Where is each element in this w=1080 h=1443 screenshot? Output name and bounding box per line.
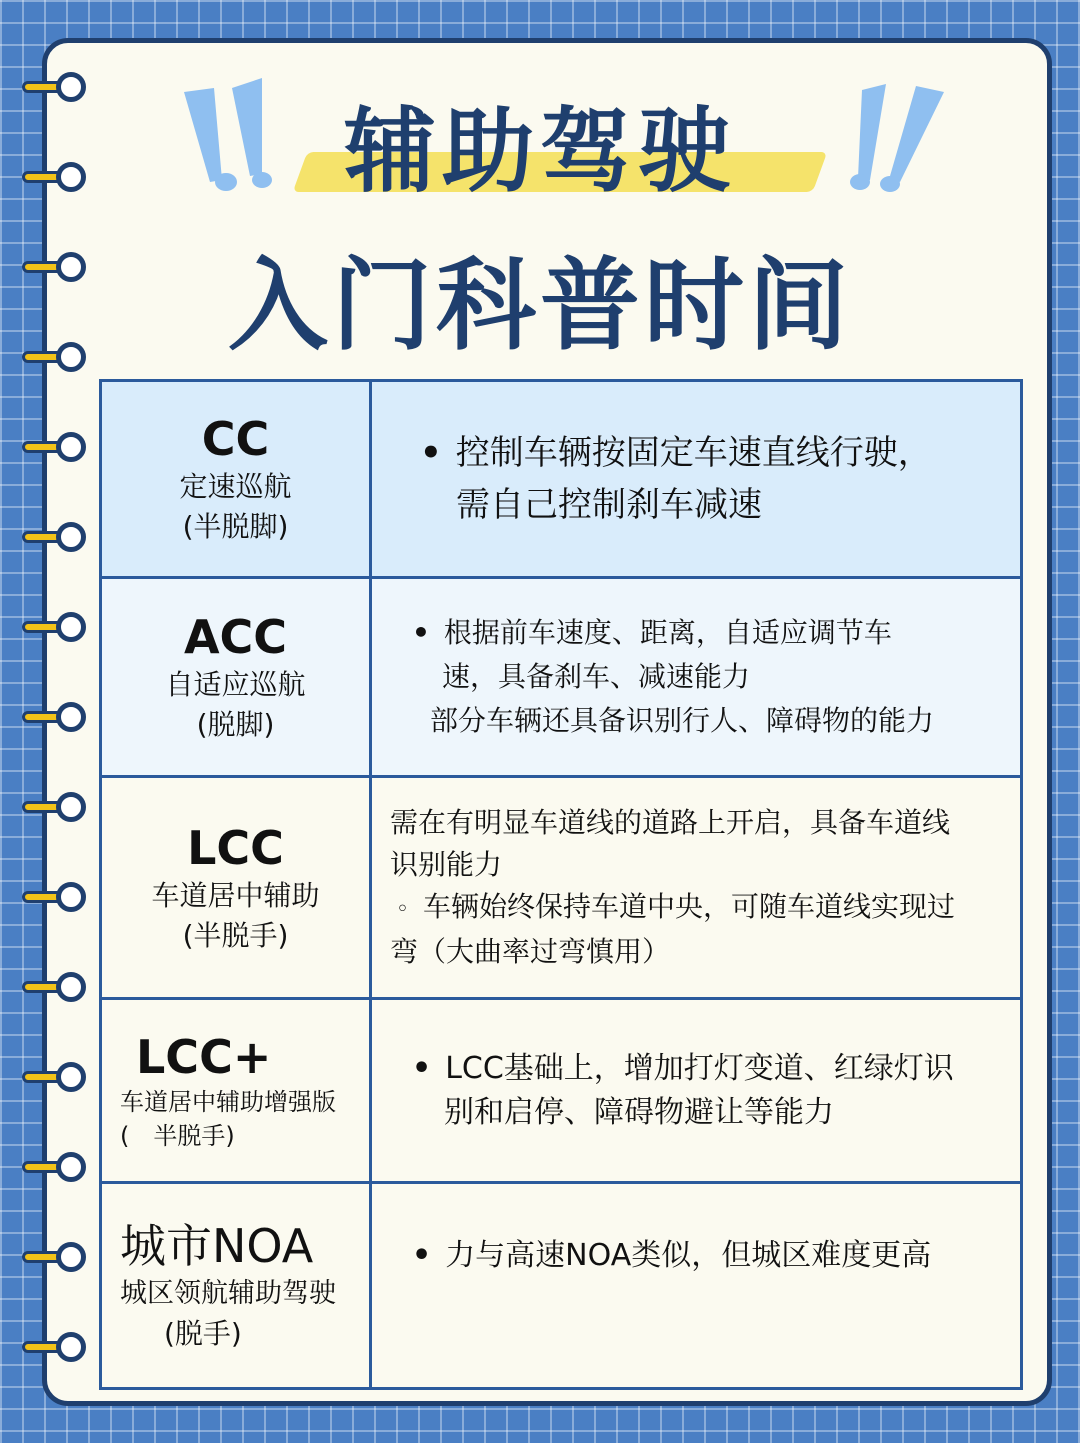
table-row: [101, 1183, 1022, 1389]
feature-name-cell: [101, 578, 371, 777]
feature-name-cell: [101, 999, 371, 1183]
feature-code: 城市NOA: [120, 1218, 314, 1273]
binder-ring: [22, 1152, 80, 1182]
desc-line: [412, 1234, 1000, 1278]
feature-mode: (半脱手): [182, 918, 289, 952]
feature-desc-cell: [371, 578, 1022, 777]
feature-cn-name: 城区领航辅助驾驶: [120, 1277, 336, 1309]
desc-text: 力与高速NOA类似，但城区难度更高: [445, 1238, 932, 1273]
binder-ring: [22, 792, 80, 822]
page-title: 辅助驾驶: [343, 98, 736, 205]
binder-ring: [22, 972, 80, 1002]
table-row: [101, 999, 1022, 1183]
bullet-icon: •: [420, 433, 442, 473]
binder-ring: [22, 522, 80, 552]
desc-text: 根据前车速度、距离，自适应调节车: [443, 616, 892, 649]
feature-code: LCC+: [136, 1029, 272, 1084]
binder-ring: [22, 1242, 80, 1272]
feature-code: CC: [201, 412, 270, 466]
desc-line: 速，具备刹车、减速能力: [442, 660, 751, 693]
binder-ring: [22, 432, 80, 462]
feature-name-cell: [101, 777, 371, 999]
desc-text: LCC基础上，增加打灯变道、红绿灯识: [445, 1050, 954, 1086]
desc-line: 识别能力: [390, 848, 503, 881]
feature-table: [99, 379, 1023, 1390]
bullet-icon: •: [412, 616, 430, 649]
bullet-icon: •: [412, 1050, 432, 1086]
feature-cn-name: 车道居中辅助: [151, 878, 320, 912]
feature-name-cell: [101, 381, 371, 578]
feature-cn-name: 定速巡航: [179, 470, 292, 503]
feature-code: ACC: [183, 610, 288, 664]
desc-line: 部分车辆还具备识别行人、障碍物的能力: [430, 704, 935, 737]
desc-line: 弯（大曲率过弯慎用）: [390, 935, 671, 968]
feature-mode: (半脱脚): [182, 510, 289, 543]
feature-name-cell: [101, 1183, 371, 1389]
desc-line: 别和启停、障碍物避让等能力: [444, 1094, 834, 1130]
table-row: [101, 777, 1022, 999]
desc-line: [412, 1047, 1000, 1091]
desc-line: [390, 886, 1000, 931]
binder-ring: [22, 612, 80, 642]
desc-line: 需自己控制刹车减速: [456, 485, 762, 525]
feature-desc-cell: [371, 1183, 1022, 1389]
feature-cn-name: 自适应巡航: [165, 668, 306, 701]
feature-code: LCC: [187, 820, 284, 875]
table-row: [101, 578, 1022, 777]
feature-desc-cell: [371, 999, 1022, 1183]
desc-line: [420, 427, 1000, 479]
desc-text: 车辆始终保持车道中央，可随车道线实现过: [422, 890, 955, 923]
binder-ring: [22, 882, 80, 912]
binder-ring: [22, 1062, 80, 1092]
desc-text: 控制车辆按固定车速直线行驶，: [455, 433, 932, 473]
bullet-icon: •: [412, 1238, 432, 1273]
binder-ring: [22, 1332, 80, 1362]
feature-desc-cell: [371, 381, 1022, 578]
binder-ring: [22, 702, 80, 732]
circle-bullet-icon: ◦: [396, 897, 409, 922]
desc-line: [412, 611, 1000, 655]
feature-mode: (脱手): [164, 1316, 242, 1350]
feature-mode: ( 半脱手): [120, 1121, 235, 1150]
feature-mode: (脱脚): [196, 708, 275, 741]
feature-cn-name: 车道居中辅助增强版: [120, 1087, 336, 1116]
feature-desc-cell: [371, 777, 1022, 999]
page-subtitle: 入门科普时间: [228, 247, 852, 364]
table-row: [101, 381, 1022, 578]
desc-line: 需在有明显车道线的道路上开启，具备车道线: [390, 806, 951, 839]
